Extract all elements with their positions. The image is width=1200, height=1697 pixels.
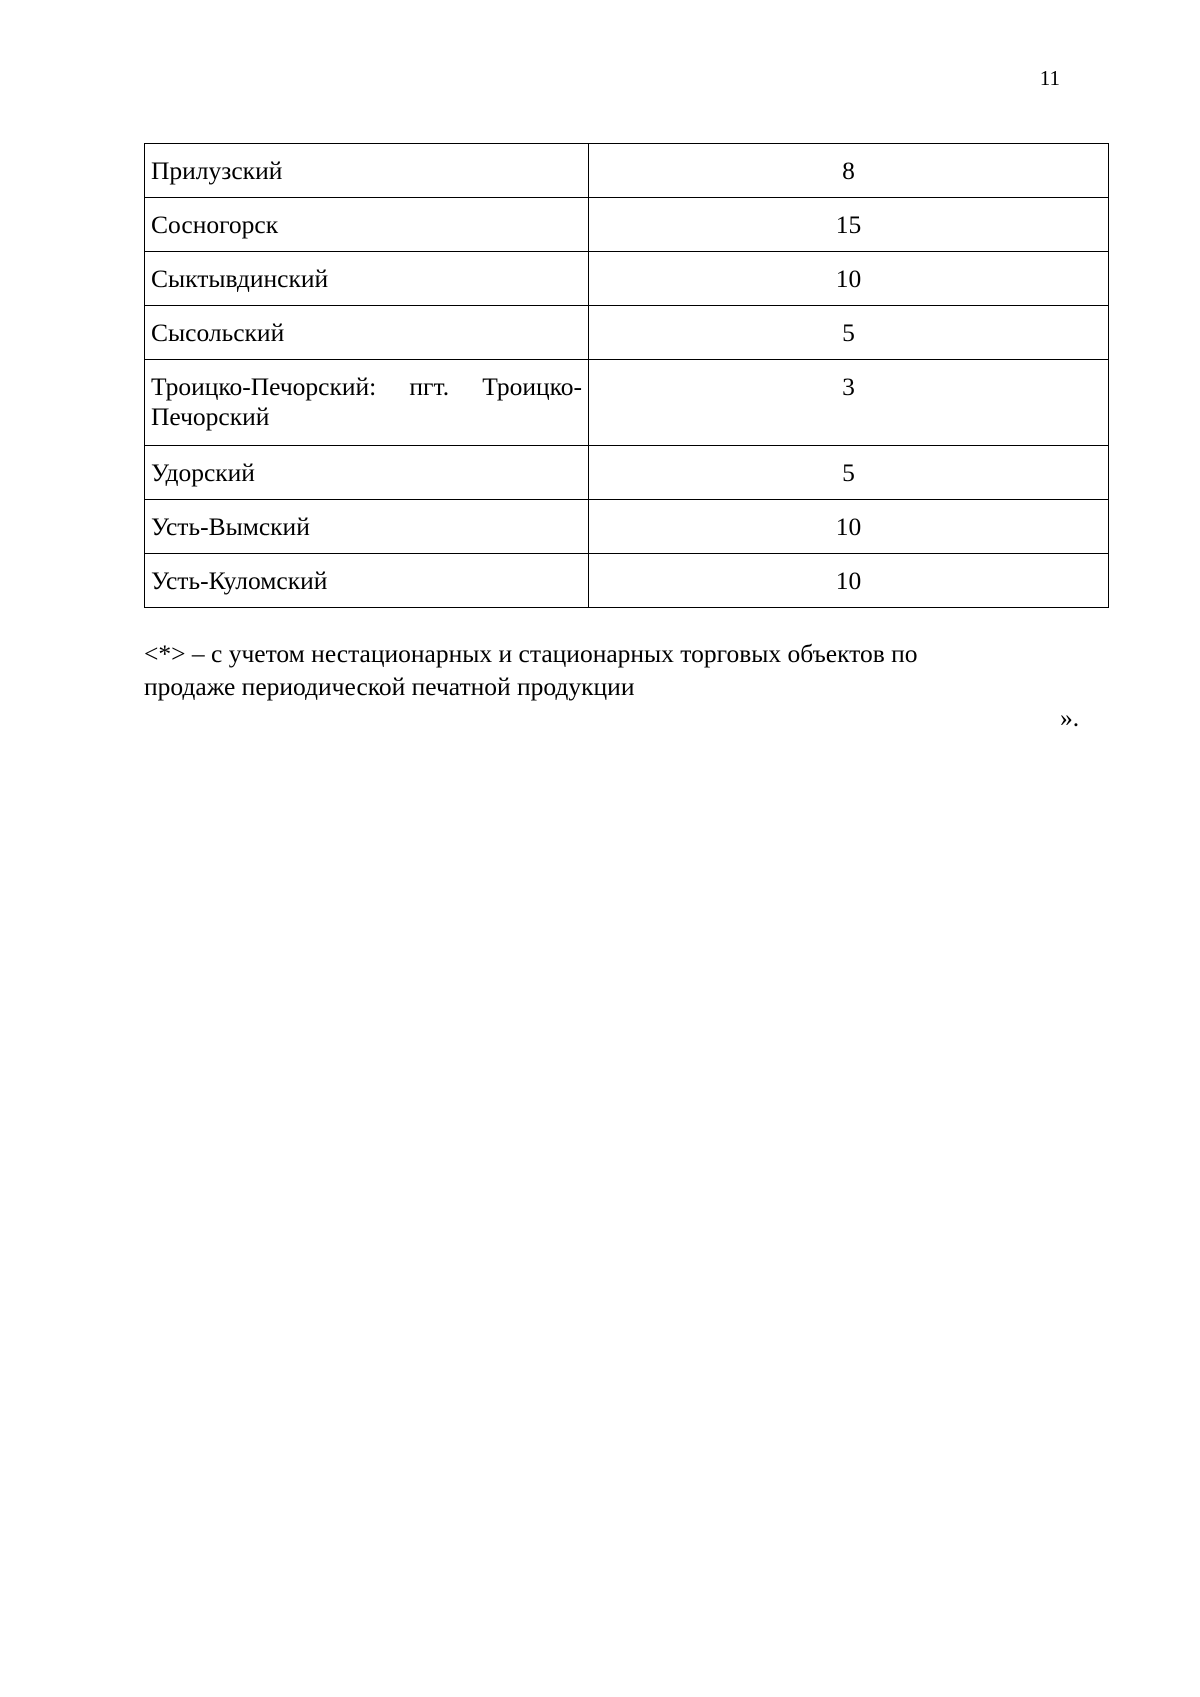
table-row [145,144,1109,198]
table-row [145,252,1109,306]
region-name-cell: Удорский [145,446,589,500]
closing-quote: ». [1060,703,1080,732]
region-name-cell: Троицко-Печорский: пгт. Троицко-Печорский [145,360,589,446]
page-number: 11 [1039,66,1060,90]
footnote [144,637,1044,703]
table-row [145,500,1109,554]
region-value-cell: 3 [589,360,1109,446]
region-name-cell: Усть-Вымский [145,500,589,554]
region-name-cell: Сысольский [145,306,589,360]
regions-table [144,143,1109,608]
region-value-cell: 10 [589,554,1109,608]
table-row [145,554,1109,608]
region-name-cell: Сосногорск [145,198,589,252]
table-row [145,198,1109,252]
table-row [145,360,1109,446]
table-row [145,306,1109,360]
region-value-cell: 10 [589,252,1109,306]
region-value-cell: 5 [589,446,1109,500]
region-name-cell: Усть-Куломский [145,554,589,608]
region-value-cell: 5 [589,306,1109,360]
region-name-cell: Прилузский [145,144,589,198]
region-value-cell: 10 [589,500,1109,554]
footnote-line: продаже периодической печатной продукции [144,672,635,701]
table-row [145,446,1109,500]
region-name-cell: Сыктывдинский [145,252,589,306]
footnote-line: <*> – с учетом нестационарных и стационарных торговых объектов по [144,639,918,668]
region-value-cell: 8 [589,144,1109,198]
region-value-cell: 15 [589,198,1109,252]
